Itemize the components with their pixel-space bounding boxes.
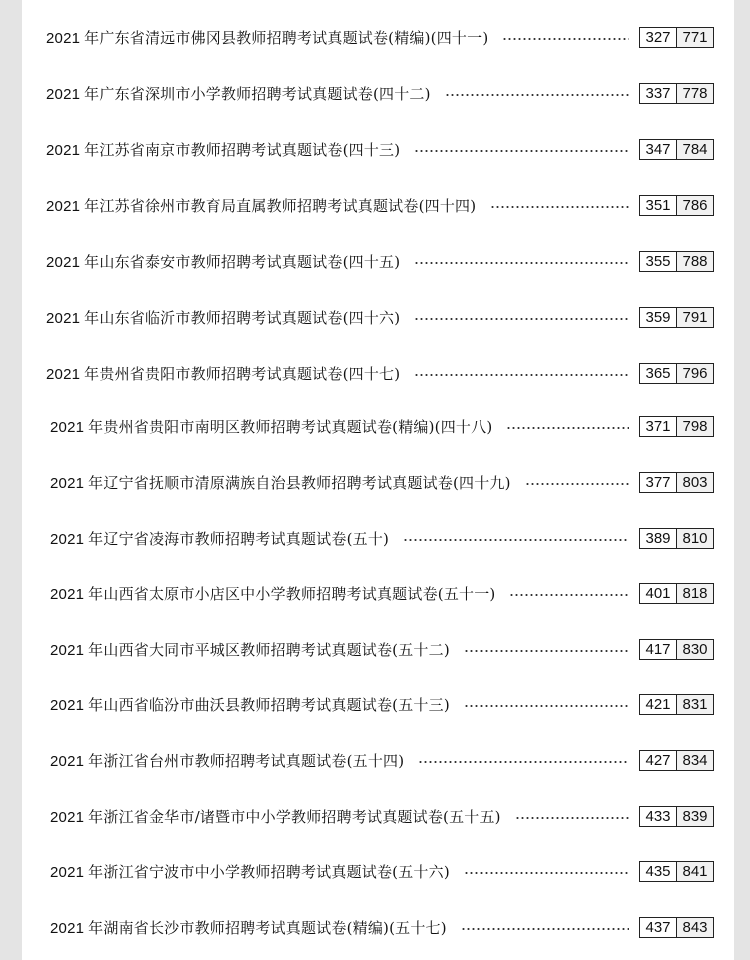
entry-text: 年山东省临沂市教师招聘考试真题试卷(四十六): [84, 308, 401, 327]
dot-leader: [525, 483, 629, 485]
answer-page: 834: [677, 751, 713, 770]
dot-leader: [403, 539, 629, 541]
entry-text: 年贵州省贵阳市教师招聘考试真题试卷(四十七): [84, 364, 401, 383]
entry-title: [46, 83, 431, 104]
question-page: 427: [640, 751, 677, 770]
entry-title: [46, 307, 400, 328]
answer-page: 796: [677, 364, 713, 383]
question-page: 401: [640, 584, 677, 603]
entry-title: [50, 639, 450, 660]
answer-page: 843: [677, 918, 713, 937]
dot-leader: [506, 427, 629, 429]
entry-title: [50, 528, 389, 549]
answer-page: 788: [677, 252, 713, 271]
entry-title: [46, 27, 488, 48]
question-page: 359: [640, 308, 677, 327]
question-page: 351: [640, 196, 677, 215]
question-page: 433: [640, 807, 677, 826]
question-page: 371: [640, 417, 677, 436]
toc-entry[interactable]: [50, 580, 714, 606]
toc-entry[interactable]: [50, 636, 714, 662]
answer-page: 798: [677, 417, 713, 436]
dot-leader: [509, 594, 629, 596]
entry-year: 2021: [46, 29, 81, 47]
answer-page: 818: [677, 584, 713, 603]
dot-leader: [414, 262, 629, 264]
page-numbers: [639, 806, 714, 827]
entry-year: 2021: [50, 863, 85, 881]
page-numbers: [639, 917, 714, 938]
dot-leader: [464, 650, 629, 652]
entry-year: 2021: [46, 309, 81, 327]
toc-entry[interactable]: [46, 192, 714, 218]
toc-entry[interactable]: [50, 525, 714, 551]
dot-leader: [414, 374, 629, 376]
dot-leader: [445, 94, 629, 96]
entry-title: [50, 583, 495, 604]
entry-title: [50, 472, 511, 493]
page-numbers: [639, 363, 714, 384]
question-page: 421: [640, 695, 677, 714]
page-numbers: [639, 861, 714, 882]
dot-leader: [490, 206, 629, 208]
page-numbers: [639, 694, 714, 715]
page-numbers: [639, 472, 714, 493]
toc-entry[interactable]: [50, 858, 714, 884]
entry-text: 年浙江省金华市/诸暨市中小学教师招聘考试真题试卷(五十五): [88, 807, 501, 826]
answer-page: 786: [677, 196, 713, 215]
toc-entry[interactable]: [46, 136, 714, 162]
toc-entry[interactable]: [46, 304, 714, 330]
page-numbers: [639, 528, 714, 549]
toc-entry[interactable]: [50, 469, 714, 495]
entry-text: 年山东省泰安市教师招聘考试真题试卷(四十五): [84, 252, 401, 271]
toc-entry[interactable]: [50, 803, 714, 829]
dot-leader: [414, 318, 629, 320]
entry-text: 年湖南省长沙市教师招聘考试真题试卷(精编)(五十七): [88, 918, 447, 937]
page-numbers: [639, 416, 714, 437]
toc-page: [22, 0, 734, 960]
question-page: 327: [640, 28, 677, 47]
entry-text: 年浙江省宁波市中小学教师招聘考试真题试卷(五十六): [88, 862, 450, 881]
entry-year: 2021: [50, 418, 85, 436]
entry-title: [50, 694, 450, 715]
entry-year: 2021: [50, 696, 85, 714]
entry-year: 2021: [50, 752, 85, 770]
toc-entry[interactable]: [46, 24, 714, 50]
answer-page: 810: [677, 529, 713, 548]
page-numbers: [639, 27, 714, 48]
toc-entry[interactable]: [46, 80, 714, 106]
question-page: 389: [640, 529, 677, 548]
page-numbers: [639, 307, 714, 328]
entry-year: 2021: [50, 585, 85, 603]
dot-leader: [464, 705, 629, 707]
toc-entry[interactable]: [46, 360, 714, 386]
question-page: 365: [640, 364, 677, 383]
page-numbers: [639, 750, 714, 771]
entry-title: [46, 363, 400, 384]
entry-text: 年广东省深圳市小学教师招聘考试真题试卷(四十二): [84, 84, 431, 103]
answer-page: 778: [677, 84, 713, 103]
entry-title: [46, 251, 400, 272]
question-page: 435: [640, 862, 677, 881]
dot-leader: [464, 872, 629, 874]
entry-title: [46, 195, 476, 216]
question-page: 417: [640, 640, 677, 659]
question-page: 337: [640, 84, 677, 103]
entry-text: 年浙江省台州市教师招聘考试真题试卷(五十四): [88, 751, 405, 770]
page-numbers: [639, 639, 714, 660]
page-numbers: [639, 195, 714, 216]
dot-leader: [515, 817, 629, 819]
toc-entry[interactable]: [50, 914, 714, 940]
toc-entry[interactable]: [50, 691, 714, 717]
answer-page: 784: [677, 140, 713, 159]
entry-title: [50, 416, 492, 437]
dot-leader: [461, 928, 629, 930]
entry-text: 年江苏省徐州市教育局直属教师招聘考试真题试卷(四十四): [84, 196, 477, 215]
entry-text: 年山西省临汾市曲沃县教师招聘考试真题试卷(五十三): [88, 695, 450, 714]
entry-text: 年山西省大同市平城区教师招聘考试真题试卷(五十二): [88, 640, 450, 659]
entry-year: 2021: [50, 919, 85, 937]
dot-leader: [418, 761, 629, 763]
question-page: 437: [640, 918, 677, 937]
answer-page: 841: [677, 862, 713, 881]
question-page: 355: [640, 252, 677, 271]
toc-entry[interactable]: [50, 413, 714, 439]
entry-year: 2021: [50, 641, 85, 659]
entry-year: 2021: [50, 808, 85, 826]
question-page: 347: [640, 140, 677, 159]
toc-entry[interactable]: [46, 248, 714, 274]
question-page: 377: [640, 473, 677, 492]
entry-year: 2021: [46, 197, 81, 215]
entry-text: 年辽宁省凌海市教师招聘考试真题试卷(五十): [88, 529, 390, 548]
entry-year: 2021: [46, 85, 81, 103]
entry-text: 年辽宁省抚顺市清原满族自治县教师招聘考试真题试卷(四十九): [88, 473, 511, 492]
answer-page: 830: [677, 640, 713, 659]
answer-page: 791: [677, 308, 713, 327]
entry-text: 年广东省清远市佛冈县教师招聘考试真题试卷(精编)(四十一): [84, 28, 489, 47]
toc-entry[interactable]: [50, 747, 714, 773]
answer-page: 831: [677, 695, 713, 714]
page-numbers: [639, 139, 714, 160]
dot-leader: [502, 38, 629, 40]
entry-year: 2021: [46, 365, 81, 383]
dot-leader: [414, 150, 629, 152]
answer-page: 771: [677, 28, 713, 47]
entry-title: [50, 806, 501, 827]
page-numbers: [639, 251, 714, 272]
entry-text: 年贵州省贵阳市南明区教师招聘考试真题试卷(精编)(四十八): [88, 417, 493, 436]
page-numbers: [639, 583, 714, 604]
entry-text: 年江苏省南京市教师招聘考试真题试卷(四十三): [84, 140, 401, 159]
entry-title: [50, 917, 447, 938]
entry-title: [50, 861, 450, 882]
entry-year: 2021: [46, 253, 81, 271]
answer-page: 839: [677, 807, 713, 826]
entry-year: 2021: [50, 530, 85, 548]
entry-text: 年山西省太原市小店区中小学教师招聘考试真题试卷(五十一): [88, 584, 496, 603]
entry-title: [46, 139, 400, 160]
answer-page: 803: [677, 473, 713, 492]
entry-year: 2021: [50, 474, 85, 492]
entry-year: 2021: [46, 141, 81, 159]
page-numbers: [639, 83, 714, 104]
entry-title: [50, 750, 404, 771]
